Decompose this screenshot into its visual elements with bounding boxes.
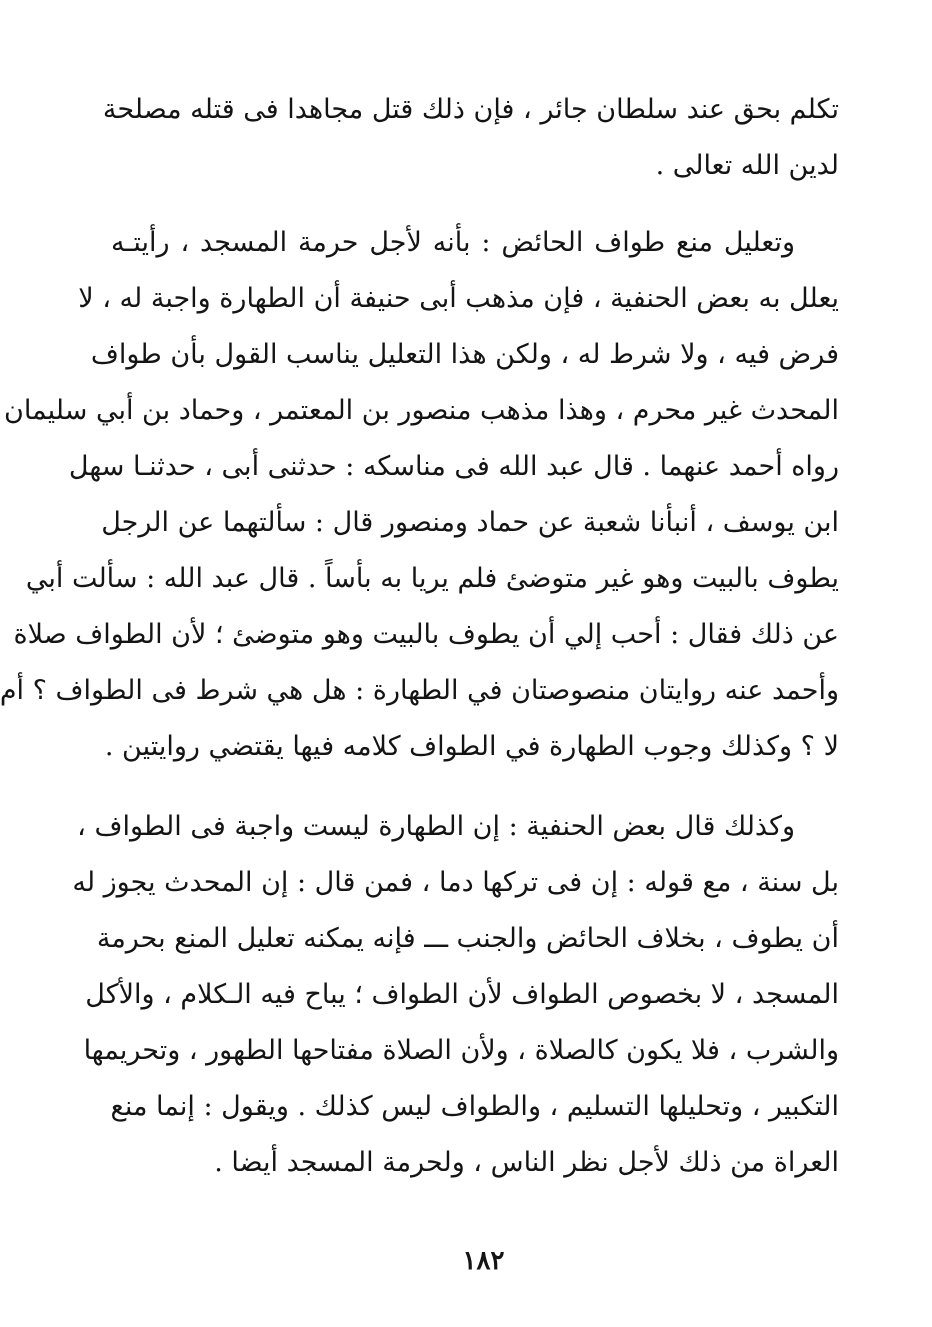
text-line: العراة من ذلك لأجل نظر الناس ، ولحرمة المسجد أيضا . — [214, 1147, 839, 1178]
paragraph-3 — [72, 799, 839, 1191]
text-line: ابن يوسف ، أنبأنا شعبة عن حماد ومنصور قال : سألتهما عن الرجل — [101, 507, 839, 538]
text-line: يطوف بالبيت وهو غير متوضئ فلم يريا به بأساً . قال عبد الله : سألت أبي — [25, 563, 839, 594]
text-line: وكذلك قال بعض الحنفية : إن الطهارة ليست واجبة فى الطواف ، — [77, 811, 795, 842]
text-line: تكلم بحق عند سلطان جائر ، فإن ذلك قتل مجاهدا فى قتله مصلحة — [102, 94, 839, 125]
text-line: رواه أحمد عنهما . قال عبد الله فى مناسكه : حدثنى أبى ، حدثنـا سهل — [68, 451, 839, 482]
text-line: يعلل به بعض الحنفية ، فإن مذهب أبى حنيفة أن الطهارة واجبة له ، لا — [78, 283, 839, 314]
text-line: وتعليل منع طواف الحائض : بأنه لأجل حرمة المسجد ، رأيتـه — [111, 227, 795, 258]
paragraph-2 — [0, 215, 839, 775]
text-line: لا ؟ وكذلك وجوب الطهارة في الطواف كلامه فيها يقتضي روايتين . — [104, 731, 839, 762]
text-line: أن يطوف ، بخلاف الحائض والجنب ـــ فإنه يمكنه تعليل المنع بحرمة — [96, 923, 839, 954]
text-line: المسجد ، لا بخصوص الطواف لأن الطواف ؛ يباح فيه الـكلام ، والأكل — [85, 979, 839, 1010]
text-line: المحدث غير محرم ، وهذا مذهب منصور بن المعتمر ، وحماد بن أبي سليمان — [3, 395, 839, 426]
text-line: وأحمد عنه روايتان منصوصتان في الطهارة : هل هي شرط فى الطواف ؟ أم — [0, 675, 839, 706]
text-line: فرض فيه ، ولا شرط له ، ولكن هذا التعليل يناسب القول بأن طواف — [90, 339, 839, 370]
text-line: عن ذلك فقال : أحب إلي أن يطوف بالبيت وهو متوضئ ؛ لأن الطواف صلاة — [13, 619, 839, 650]
text-line: بل سنة ، مع قوله : إن فى تركها دما ، فمن قال : إن المحدث يجوز له — [72, 867, 839, 898]
text-line: والشرب ، فلا يكون كالصلاة ، ولأن الصلاة مفتاحها الطهور ، وتحريمها — [83, 1035, 839, 1066]
text-line: التكبير ، وتحليلها التسليم ، والطواف ليس كذلك . ويقول : إنما منع — [110, 1091, 839, 1122]
text-line: لدين الله تعالى . — [655, 150, 839, 181]
paragraph-1 — [102, 82, 839, 194]
page-number: ١٨٢ — [462, 1246, 505, 1276]
